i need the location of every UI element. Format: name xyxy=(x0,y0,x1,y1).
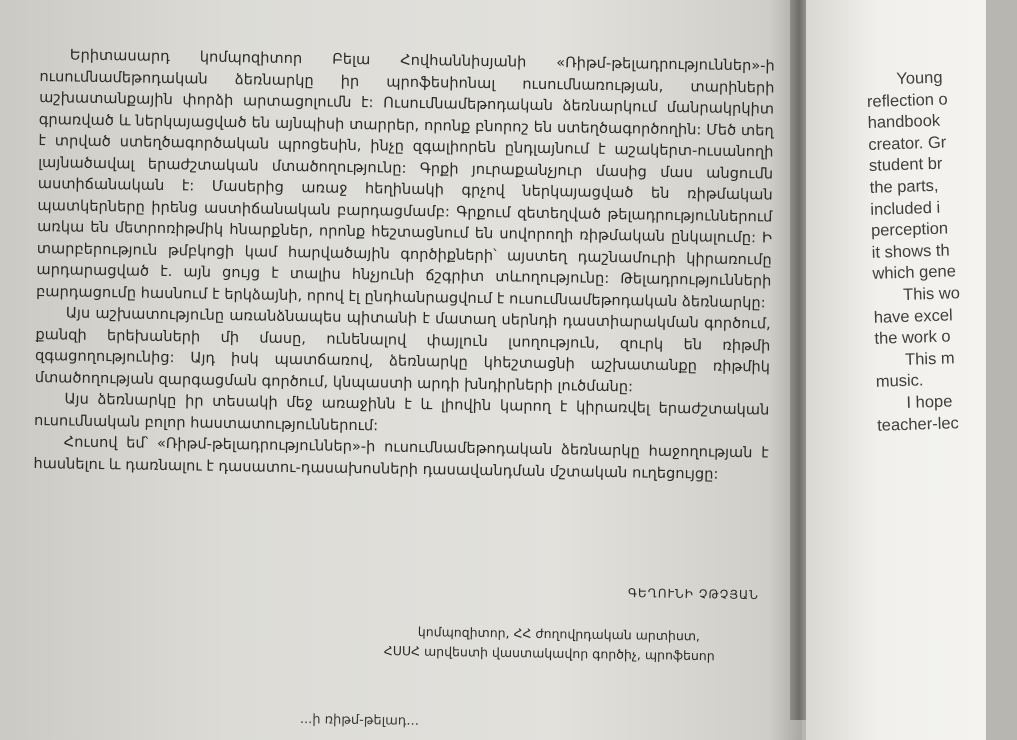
english-text-line: I hope xyxy=(906,392,953,412)
english-text-line: included i xyxy=(870,198,941,219)
cut-off-footer-text: ...ի ռիթմ-թելադ... xyxy=(299,712,420,729)
english-text-line: music. xyxy=(875,371,924,392)
english-text-line: it shows th xyxy=(871,241,950,262)
english-text-line: creator. Gr xyxy=(868,133,947,154)
english-text-line: handbook xyxy=(867,111,941,133)
english-text-line: perception xyxy=(870,219,949,241)
english-text-line: This wo xyxy=(902,284,961,304)
paragraph: Երիտասարդ կոմպոզիտոր Բելա Հովհաննիսյանի «Ռիթմ-թելադրություններ»-ի ուսումնամեթոդական ձեռնարկը իր պրոֆեսիոնալ ուսումնառության, տարիների աշխատանքային փորձի արտացոլումն է: Ուսումնամեթոդական ձեռնարկում մանրակրկիտ գրառված և ներկայացված են այնպիսի տարրեր, որոնք բնորոշ են ստեղծագործողին: Մեծ տեղ է տրված ստեղծագործական պրոցեսին, ինչը զգալիորեն ընդլայնում է աշակերտ-ուսանողի լայնածավալ երաժշտական մտածողությունը: Գրքի յուրաքանչյուր մասից մաս անցումն աստիճանական է: Մասերից առաջ հեղինակի գրչով ներկայացված են ռիթմական պատկերները իրենց աստիճանական բարդացմամբ: Գրքում զետեղված թելադրություններում առկա են մետրոռիթմիկ հնարքներ, որոնք հեշտացնում են սովորողի ռիթմական ընկալումը: Ի տարբերություն թմբկոցի կամ հարվածային գործիքների՝ այստեղ դաշնամուրի կիրառումը արդարացված է. այն ցույց է տալիս հնչյունի ճշգրիտ տևողությունը: Թելադրությունների բարդացումը հասնում է երկձայնի, որով էլ ընդհանրացվում է ուսումնամեթոդական ձեռնարկը: xyxy=(35,46,775,311)
signature-role-line-2: ՀՍՍՀ արվեստի վաստակավոր գործիչ, պրոֆեսոր xyxy=(383,643,715,664)
english-text-line: This m xyxy=(904,349,955,369)
english-text-line: teacher-lec xyxy=(876,413,960,435)
english-text-line: reflection o xyxy=(866,90,948,111)
paragraph: Այս աշխատությունը առանձնապես պիտանի է մատաղ սերնդի դաստիարակման գործում, քանզի երեխաների մի մասը, ունենալով փայլուն լսողություն, զուրկ են ռիթմի զգացողությունից: Այդ իսկ պատճառով, ձեռնարկը կհեշտացնի աշխատանքը ռիթմիկ մտածողության զարգացման գործում, կնպաստի արդի խնդիրների լուծմանը: xyxy=(34,304,771,395)
foreword-text-english xyxy=(866,66,1017,437)
signature-role-line-1: կոմպոզիտոր, ՀՀ ժողովրդական արտիստ, xyxy=(417,624,701,644)
foreword-text-armenian xyxy=(33,44,775,485)
english-text-line: the work o xyxy=(874,327,951,348)
paragraph: Հուսով եմ՝ «Ռիթմ-թելադրություններ»-ի ուսումնամեթոդական ձեռնարկը հաջողության է հասնելու և դառնալու է դասատու-դասախոսների դասավանդման մշտական ուղեցույցը: xyxy=(33,433,769,483)
english-text-line: Young xyxy=(896,68,943,89)
english-text-line: the parts, xyxy=(869,176,939,197)
english-text-line: have excel xyxy=(873,305,953,327)
signature-name: ԳԵՂՈՒՆԻ ՉԹՉՅԱՆ xyxy=(627,586,760,603)
english-text-line: student br xyxy=(868,155,943,176)
paragraph: Այս ձեռնարկը իր տեսակի մեջ առաջինն է և լիովին կարող է կիրառվել երաժշտական ուսումնական բոլոր հաստատություններում: xyxy=(33,390,770,434)
english-text-line: which gene xyxy=(872,262,957,284)
